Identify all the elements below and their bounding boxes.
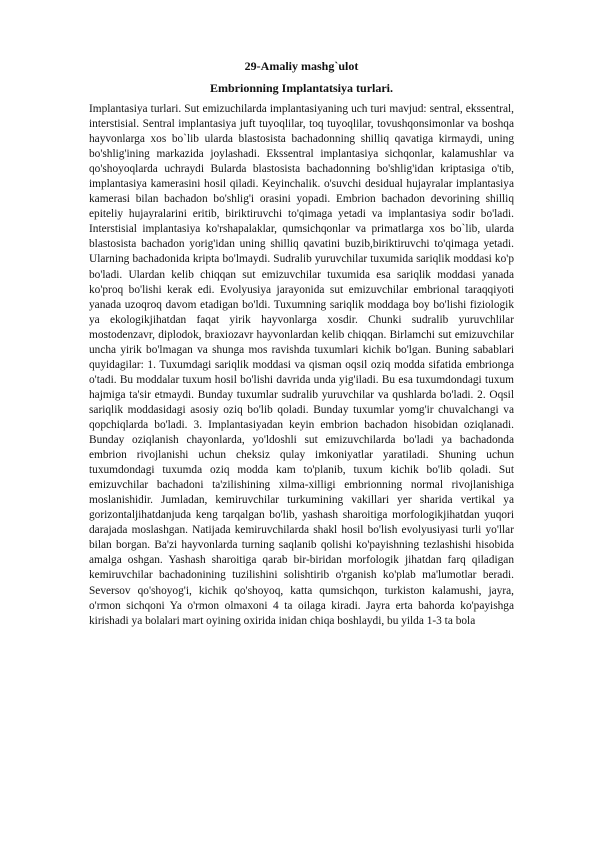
document-title: 29-Amaliy mashg`ulot [244, 59, 359, 73]
document-body: Implantasiya turlari. Sut emizuchilarda implantasiyaning uch turi mavjud: sentral, ekssentral, interstisial. Sentral implantasiya juft tuyoqlilar, toq tuyoqlilar, tovushqonsimonlar va boshqa hayvonlarga xos bo`lib ularda blastosista bachadonning shilliq qavatiga kirmaydi, uning bo'shlig'ining markazida joylashadi. Ekssentral implantasiya sichqonlar, kalamushlar va qo'shoyoqlarda uchraydi Bularda blastosista bachadonning bo'shlig'idan kriptasiga o'tib, implantasiya kamerasini hosil qiladi. Keyinchalik. o'suvchi desidual hujayralar implantasiya kamerasi bilan bachadon bo'shlig'i orasini yopadi. Embrion bachadon devorining shilliq epiteliy hujayralarini eritib, biriktiruvchi to'qimaga yetadi va implantasiya sodir bo'ladi. Interstisial implantasiya ko'rshapalaklar, qumsichqonlar va primatlarga xos bo`lib, ularda blastosista bachadon yorig'idan uning shilliq qavatini buzib,biriktiruvchi to'qimaga yetadi. Ularning bachadonida kripta bo'lmaydi. Sudralib yuruvchilar tuxumida sariqlik moddasi ko'p bo'ladi. Ulardan kelib chiqqan sut emizuvchilar tuxumida esa sariqlik moddasi yanada ko'proq bo'lishi kerak edi. Evolyusiya jarayonida sut emizuvchilar embrional taraqqiyoti yanada uzoqroq davom etadigan bo'ldi. Tuxumning sariqlik moddaga boy bo'lishi fiziologik ya ekologikjihatdan faqat yirik hayvonlarga xosdir. Chunki sudralib yuruvchlilar mostodenzavr, diplodok, braxiozavr hayvonlardan kelib chiqqan. Birlamchi sut emizuvchilar uncha yirik bo'lmagan va shunga mos ravishda tuxumlari kichik bo'lgan. Buning sabablari quyidagilar: 1. Tuxumdagi sariqlik moddasi va qisman oqsil oziq modda sifatida embrionga o'tadi. Bu moddalar tuxum hosil bo'lishi davrida unda yig'iladi. Bu esa tuxumdondagi tuxum hajmiga ta'sir etmaydi. Bunday tuxumlar sudralib yuruvchilar va qushlarda bo'ladi. 2. Oqsil sariqlik moddasidagi asosiy oziq bo'lib qoladi. Bunday tuxumlar yomg'ir chuvalchangi va qopchiqlarda bo'ladi. 3. Implantasiyadan keyin embrion bachadon hisobidan oziqlanadi. Bunday oziqlanish chayonlarda, yo'ldoshli sut emizuvchilarda bo'ladi ya bachadonda embrion rivojlanishi uchun cheksiz qulay imkoniyatlar yaratiladi. Shuning uchun tuxumdondagi tuxumda oziq modda kam to'planib, tuxum kichik bo'lib qoladi. Sut emizuvchilar bachadoni ta'zilishining xilma-xilligi embrionning normal rivojlanishiga moslanishidir. Jumladan, kemiruvchilar turkumining vakillari yer sharida vertikal ya gorizontaljihatdanjuda keng tarqalgan bo'lib, yashash sharoitiga morfologikjihatdan yuqori darajada moslashgan. Natijada kemiruvchilarda shakl hosil bo'lish evolyusiyasi turli yo'llar bilan borgan. Ba'zi hayvonlarda turning saqlanib qolishi ko'payishning tezlashishi hisobida amalga oshgan. Yashash sharoitiga qarab bir-biridan morfologik jihatdan farq qiladigan kemiruvchilar bachadonining tuzilishini solishtirib o'rganish ko'plab ma'lumotlar beradi. Seversov qo'shoyog'i, kichik qo'shoyoq, katta qumsichqon, turkiston kalamushi, jayra, o'rmon sichqoni Ya o'rmon olmaxoni 4 ta oilaga kiradi. Jayra erta bahorda ko'payishga kirishadi ya bolalari mart oyining oxirida inidan chiqa boshlaydi, bu yilda 1-3 ta bola [89, 103, 514, 627]
document-subtitle: Embrionning Implantatsiya turlari. [209, 81, 394, 95]
